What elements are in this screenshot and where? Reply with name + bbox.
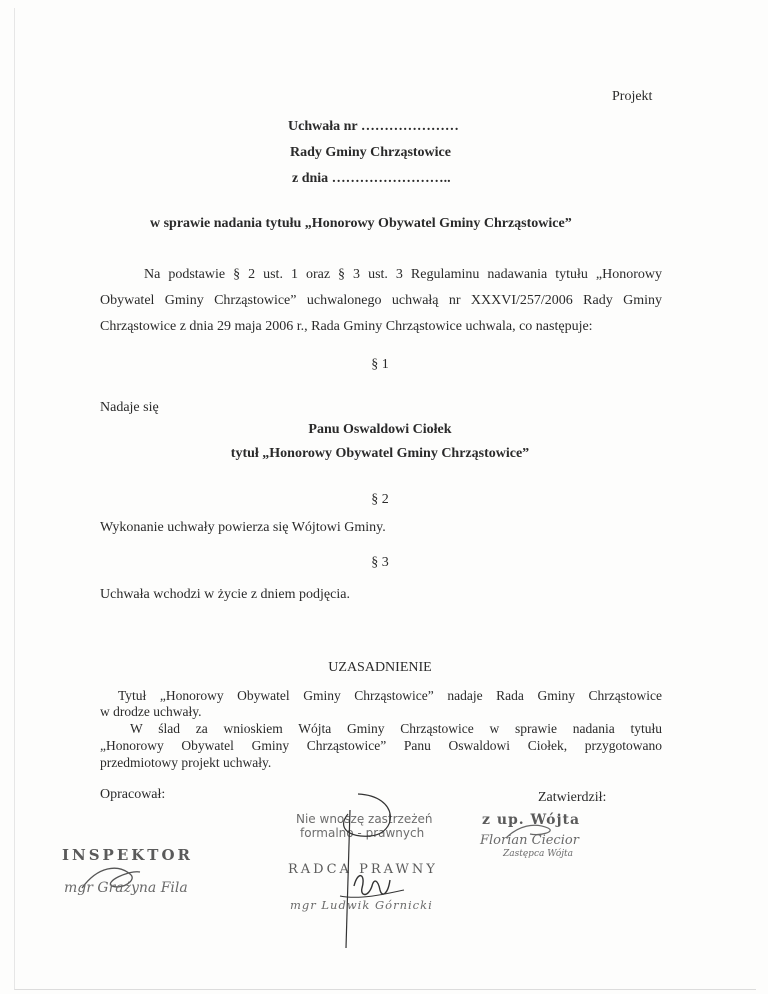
section-1-mark: § 1 bbox=[371, 357, 389, 372]
justification-p2-line-1 bbox=[100, 721, 662, 737]
resolution-number: Uchwała nr ………………… bbox=[288, 119, 459, 134]
resolution-subject: w sprawie nadania tytułu „Honorowy Obywatel Gminy Chrząstowice” bbox=[150, 216, 572, 231]
section-1-intro: Nadaje się bbox=[100, 400, 159, 415]
preamble-line-3: Chrząstowice z dnia 29 maja 2006 r., Rada Gminy Chrząstowice uchwala, co następuje: bbox=[100, 319, 593, 334]
justification-p1-line-1 bbox=[100, 688, 662, 704]
preamble-line-1 bbox=[100, 267, 662, 283]
resolution-date: z dnia …………………….. bbox=[292, 171, 451, 186]
justification-p1-line-1-text: Tytuł „Honorowy Obywatel Gminy Chrząstowice” nadaje Rada Gminy Chrząstowice bbox=[118, 688, 662, 703]
inspector-name: mgr Grażyna Fila bbox=[64, 880, 188, 896]
deputy-name: Florian Ciecior bbox=[480, 833, 579, 848]
inspector-stamp: INSPEKTOR bbox=[62, 846, 194, 864]
deputy-title: Zastępca Wójta bbox=[503, 849, 574, 859]
prepared-by-label: Opracował: bbox=[100, 787, 166, 802]
justification-heading: UZASADNIENIE bbox=[328, 660, 432, 675]
section-2-mark: § 2 bbox=[371, 492, 389, 507]
approved-by-label: Zatwierdził: bbox=[538, 790, 607, 805]
justification-p2-line-1-text: W ślad za wnioskiem Wójta Gminy Chrząstowice w sprawie nadania tytułu bbox=[130, 721, 662, 736]
honorary-title: tytuł „Honorowy Obywatel Gminy Chrząstowice” bbox=[230, 446, 530, 461]
council-name: Rady Gminy Chrząstowice bbox=[290, 145, 451, 160]
preamble-line-1-text: Na podstawie § 2 ust. 1 oraz § 3 ust. 3 Regulaminu nadawania tytułu „Honorowy bbox=[144, 267, 662, 282]
justification-p2-line-3: przedmiotowy projekt uchwały. bbox=[100, 755, 272, 770]
section-3-text: Uchwała wchodzi w życie z dniem podjęcia. bbox=[100, 587, 350, 602]
justification-p1-line-2: w drodze uchwały. bbox=[100, 704, 202, 719]
legal-counsel-stamp: RADCA PRAWNY bbox=[288, 862, 438, 877]
legal-counsel-name: mgr Ludwik Górnicki bbox=[290, 898, 433, 912]
preamble-line-2: Obywatel Gminy Chrząstowice” uchwalonego uchwałą nr XXXVI/257/2006 Rady Gminy bbox=[100, 293, 662, 308]
legal-counsel-signature bbox=[300, 790, 420, 950]
section-2-text: Wykonanie uchwały powierza się Wójtowi Gminy. bbox=[100, 520, 386, 535]
no-objections-line-1: Nie wnoszę zastrzeżeń bbox=[296, 812, 433, 826]
on-behalf-stamp: z up. Wójta bbox=[482, 812, 581, 828]
no-objections-line-2: formalno - prawnych bbox=[300, 826, 425, 840]
project-label: Projekt bbox=[612, 89, 653, 104]
justification-p2-line-2: „Honorowy Obywatel Gminy Chrząstowice” Panu Oswaldowi Ciołek, przygotowano bbox=[100, 738, 662, 753]
section-3-mark: § 3 bbox=[371, 555, 389, 570]
honoree-name: Panu Oswaldowi Ciołek bbox=[308, 422, 452, 437]
